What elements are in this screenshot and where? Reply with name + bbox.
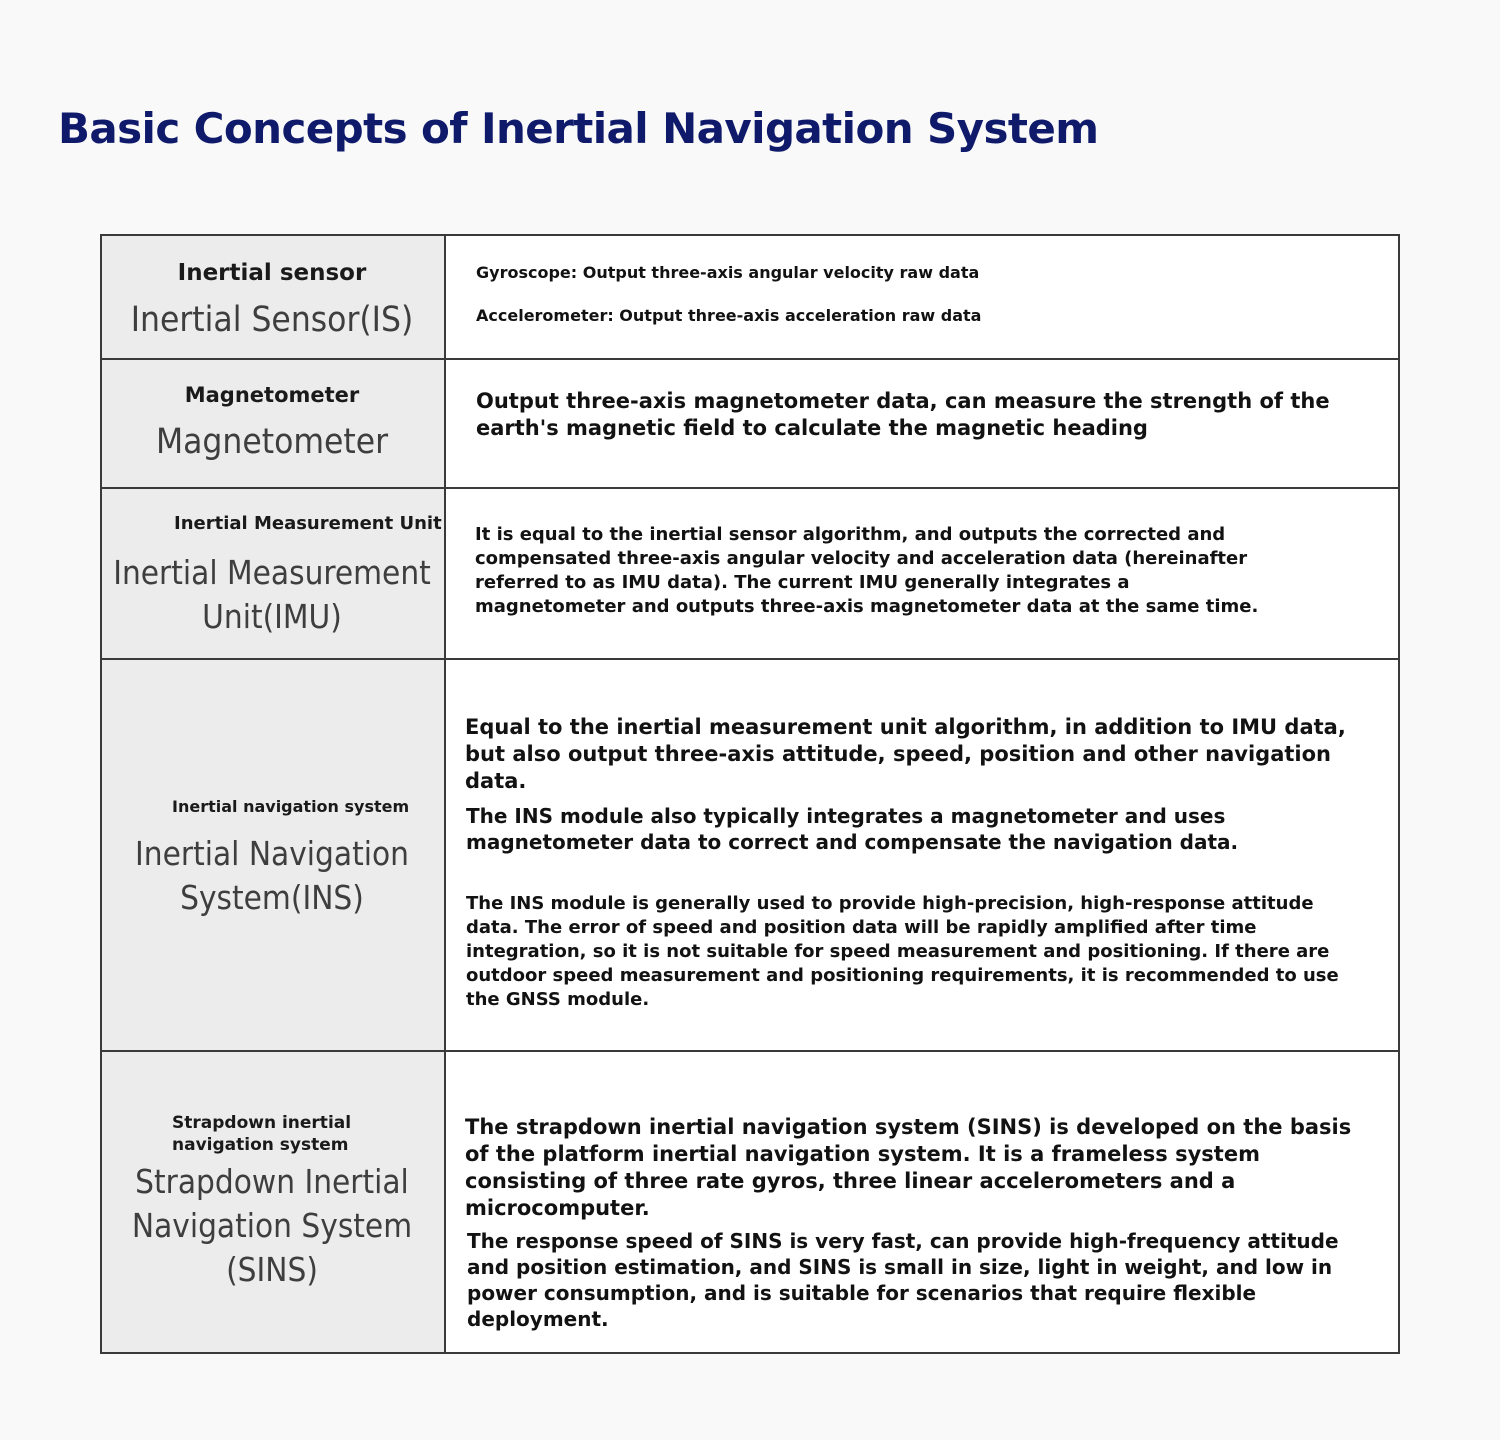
table-row-inertial-sensor: [102, 236, 1398, 358]
row-small-label: Inertial Measurement Unit: [174, 513, 442, 534]
row-label-cell: [102, 1052, 446, 1352]
row-label-cell: [102, 489, 446, 658]
row-big-label: Inertial Navigation System(INS): [135, 834, 409, 917]
description-paragraph: Gyroscope: Output three-axis angular velocity raw data: [476, 263, 980, 282]
row-description-cell: [446, 236, 1398, 358]
row-small-label: Magnetometer: [184, 383, 360, 407]
table-row-ins: [102, 658, 1398, 1050]
row-big-label: Inertial Sensor(IS): [130, 300, 414, 340]
table-row-imu: [102, 487, 1398, 658]
row-big-label: Magnetometer: [155, 422, 389, 462]
description-paragraph: The strapdown inertial navigation system (SINS) is developed on the basis of the platform inertial navigation system. It is a frameless system consisting of three rate gyros, three linear accelerometers and a microcomputer.: [465, 1115, 1352, 1220]
description-paragraph: The response speed of SINS is very fast, can provide high-frequency attitude and position estimation, and SINS is small in size, light in weight, and low in power consumption, and is suitable for scenarios that require flexible deployment.: [467, 1229, 1339, 1331]
row-label-cell: [102, 360, 446, 487]
page-title: Basic Concepts of Inertial Navigation System: [58, 104, 1099, 153]
row-label-cell: [102, 236, 446, 358]
description-paragraph: It is equal to the inertial sensor algorithm, and outputs the corrected and compensated three-axis angular velocity and acceleration data (hereinafter referred to as IMU data). The current IMU generally integrates a magnetometer and outputs three-axis magnetometer data at the same time.: [475, 524, 1259, 617]
row-label-cell: [102, 660, 446, 1050]
row-big-label: Strapdown Inertial Navigation System (SINS): [131, 1162, 413, 1289]
description-paragraph: Accelerometer: Output three-axis acceleration raw data: [476, 306, 982, 325]
row-description-cell: [446, 660, 1398, 1050]
description-paragraph: Equal to the inertial measurement unit algorithm, in addition to IMU data, but also output three-axis attitude, speed, position and other navigation data.: [465, 715, 1346, 793]
row-description-cell: [446, 360, 1398, 487]
row-small-label: Inertial sensor: [177, 260, 367, 286]
row-description-cell: [446, 1052, 1398, 1352]
row-big-label: Inertial Measurement Unit(IMU): [113, 553, 431, 636]
row-small-label: Strapdown inertial navigation system: [172, 1113, 352, 1155]
description-paragraph: The INS module also typically integrates a magnetometer and uses magnetometer data to correct and compensate the navigation data.: [466, 804, 1239, 854]
row-description-cell: [446, 489, 1398, 658]
table-row-sins: [102, 1050, 1398, 1352]
description-paragraph: The INS module is generally used to provide high-precision, high-response attitude data. The error of speed and position data will be rapidly amplified after time integration, so it is not suitable for speed measurement and positioning. If there are outdoor speed measurement and positioning requirements, it is recommended to use the GNSS module.: [466, 893, 1339, 1010]
concepts-table: [100, 234, 1400, 1354]
row-small-label: Inertial navigation system: [172, 797, 410, 816]
table-row-magnetometer: [102, 358, 1398, 487]
description-paragraph: Output three-axis magnetometer data, can measure the strength of the earth's magnetic field to calculate the magnetic heading: [476, 389, 1330, 440]
